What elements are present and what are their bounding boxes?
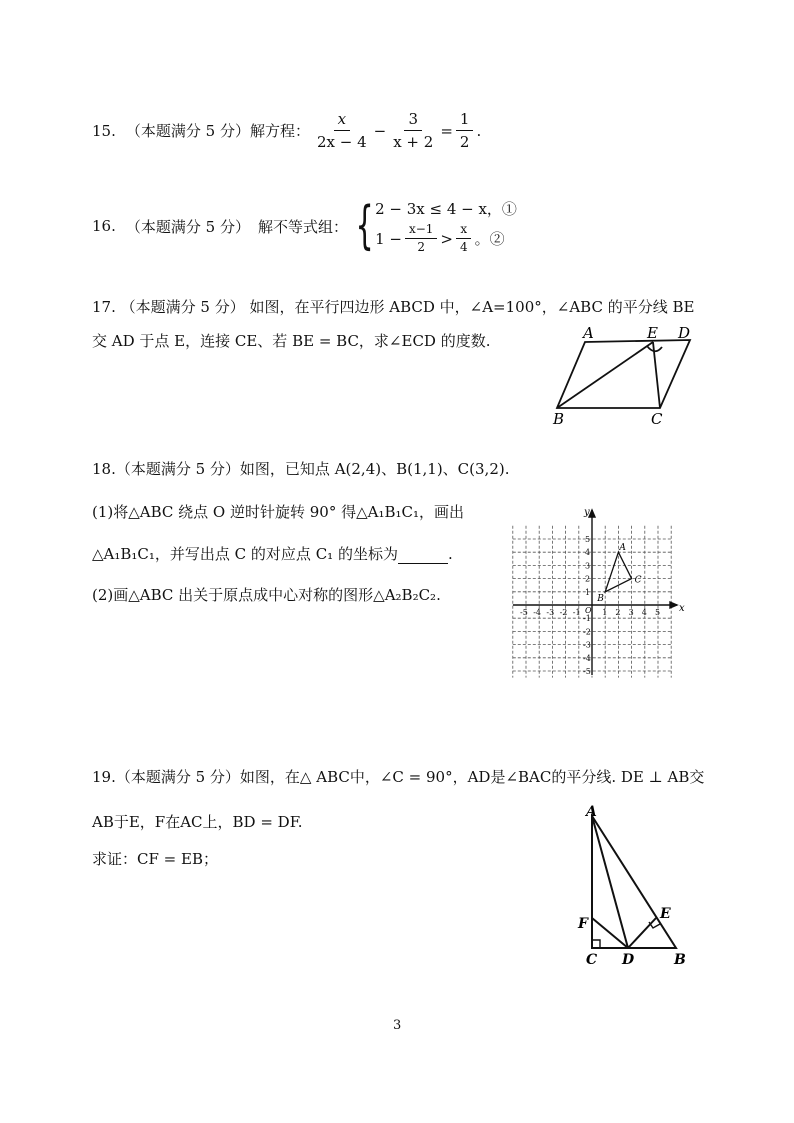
y-tick-label: 2: [585, 574, 591, 584]
x-tick-label: 1: [602, 608, 608, 617]
label-d: D: [678, 324, 691, 342]
page-number: 3: [393, 1018, 402, 1033]
right-angle-mark-c: [592, 940, 600, 948]
y-tick-label: -3: [583, 640, 591, 650]
y-axis-label: y: [584, 507, 590, 518]
inequality-system: [348, 198, 517, 254]
q19-line-2: AB于E，F在AC上，BD = DF.: [92, 813, 303, 831]
brace-icon: {: [355, 196, 374, 256]
segment-ad: [592, 816, 628, 948]
fraction-2: $\frac{3}{x + 2}$: [393, 110, 434, 151]
x-tick-label: 3: [628, 608, 634, 617]
origin-label: O: [585, 606, 592, 615]
y-tick-label: -2: [583, 627, 591, 637]
label-f: F: [578, 916, 588, 932]
y-tick-label: -1: [583, 614, 591, 624]
label-c: C: [586, 952, 598, 968]
q16-number: 16.: [92, 217, 116, 235]
coordinate-grid: [505, 505, 685, 680]
q16-tag: （本题满分 5 分）: [125, 217, 250, 236]
inequality-1: 2 − 3x ≤ 4 − x，①: [375, 200, 517, 218]
q17-line-2: 交 AD 于点 E，连接 CE、若 BE = BC，求∠ECD 的度数.: [92, 332, 491, 350]
q15-tag: （本题满分 5 分）: [125, 122, 250, 140]
q16-text: 解不等式组：: [257, 217, 348, 236]
right-triangle-figure: [572, 800, 692, 970]
x-tick-label: -2: [559, 608, 568, 617]
fraction-1: $\frac{x}{2x - 4}$: [316, 110, 367, 151]
x-tick-label: -5: [520, 608, 528, 617]
x-tick-label: 4: [641, 608, 647, 617]
x-tick-label: -4: [533, 608, 541, 617]
q17-line-1: 17. （本题满分 5 分） 如图，在平行四边形 ABCD 中，∠A=100°，∠ABC 的平分线 BE: [92, 298, 695, 316]
label-b: B: [553, 410, 565, 428]
x-tick-label: -1: [572, 608, 581, 617]
x-axis-label: x: [679, 603, 685, 614]
q18-line-1: 18.（本题满分 5 分）如图，已知点 A(2,4)、B(1,1)、C(3,2).: [92, 460, 510, 478]
label-e: E: [660, 906, 671, 922]
label-a: A: [583, 324, 594, 342]
y-tick-label: 1: [585, 587, 591, 597]
label-a: A: [586, 804, 597, 820]
answer-blank: [398, 549, 448, 564]
x-tick-label: 2: [615, 608, 621, 617]
segment-fd: [592, 918, 628, 948]
q19-line-1: 19.（本题满分 5 分）如图，在△ ABC中，∠C = 90°，AD是∠BAC的平分线. DE ⊥ AB交: [92, 768, 705, 786]
fraction-3: $\frac{1}{2}$: [456, 110, 474, 151]
q19-line-3: 求证：CF = EB；: [92, 850, 218, 868]
inequality-2: 1 − $\frac{x-1}{2}$ > $\frac{x}{4}$ 。②: [375, 222, 505, 254]
parallelogram-figure: [545, 320, 705, 428]
point-b-label: B: [597, 593, 604, 604]
label-d: D: [622, 952, 635, 968]
label-e: E: [647, 324, 658, 342]
question-15: 15. （本题满分 5 分） 解方程： $\frac{x}{2x - 4}$ − $\frac{3}{x + 2}$ = $\frac{1}{2}$ .: [92, 110, 482, 151]
question-16: [92, 198, 517, 254]
point-a-label: A: [619, 543, 626, 554]
q18-part-2: (2)画△ABC 出关于原点成中心对称的图形△A₂B₂C₂.: [92, 586, 441, 604]
x-tick-label: -3: [546, 608, 555, 617]
y-tick-label: 3: [585, 561, 591, 571]
point-c-label: C: [634, 575, 642, 586]
x-tick-label: 5: [655, 608, 661, 617]
parallelogram-abcd: [557, 340, 690, 408]
q18-part-1a: (1)将△ABC 绕点 O 逆时针旋转 90° 得△A₁B₁C₁，画出: [92, 503, 465, 521]
segment-de: [628, 918, 656, 948]
y-tick-label: 4: [585, 548, 591, 558]
label-b: B: [674, 952, 686, 968]
q15-number: 15.: [92, 121, 116, 140]
y-tick-label: 5: [585, 535, 591, 544]
q15-text: 解方程：: [249, 122, 310, 140]
label-c: C: [651, 410, 663, 428]
y-tick-label: -5: [583, 667, 591, 676]
q18-part-1b: △A₁B₁C₁，并写出点 C 的对应点 C₁ 的坐标为 .: [92, 545, 453, 563]
y-tick-label: -4: [583, 653, 591, 663]
y-axis-arrow-icon: [589, 510, 595, 517]
x-axis-arrow-icon: [670, 602, 677, 608]
